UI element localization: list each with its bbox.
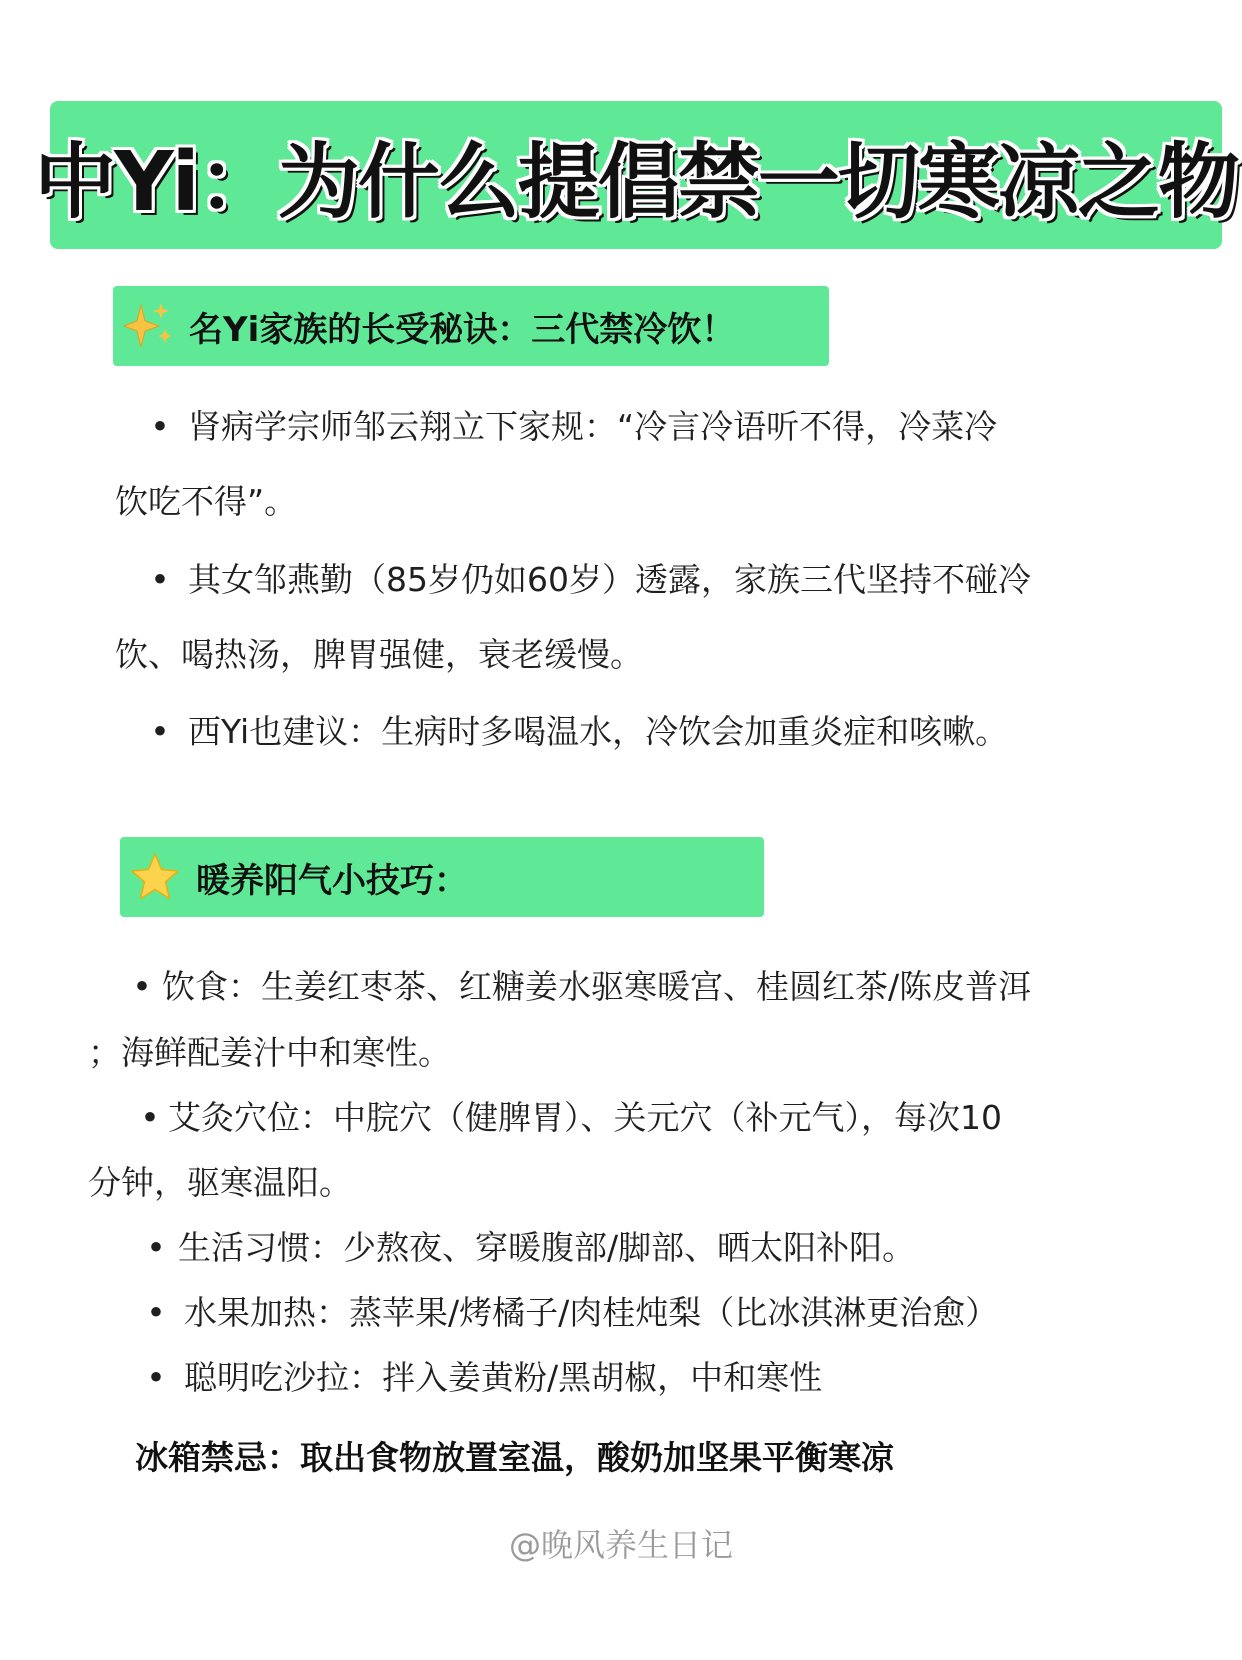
list-item xyxy=(132,1096,1002,1140)
title-banner xyxy=(34,101,1238,249)
list-item xyxy=(138,1291,998,1335)
list-item-text: 水果加热：蒸苹果/烤橘子/肉桂炖梨（比冰淇淋更治愈） xyxy=(184,1293,999,1332)
list-item xyxy=(142,405,997,449)
sparkles-icon xyxy=(121,299,175,353)
bullet: • xyxy=(146,1228,166,1267)
bullet: • xyxy=(146,1358,166,1397)
list-item xyxy=(138,1356,822,1400)
closing-note: 冰箱禁忌：取出食物放置室温，酸奶加坚果平衡寒凉 xyxy=(135,1438,894,1477)
bullet: • xyxy=(132,967,152,1006)
list-item xyxy=(142,710,1008,754)
star-icon xyxy=(128,850,182,904)
page-title: 中Yi：为什么提倡禁一切寒凉之物 xyxy=(34,134,1238,230)
section-heading: 名Yi家族的长受秘诀：三代禁冷饮！ xyxy=(189,309,736,350)
list-item-text: 西Yi也建议：生病时多喝温水，冷饮会加重炎症和咳嗽。 xyxy=(188,712,1009,751)
list-item xyxy=(124,965,1031,1009)
list-item-continuation: 分钟，驱寒温阳。 xyxy=(88,1163,352,1202)
section-header-longevity xyxy=(113,286,829,366)
list-item-continuation: 饮、喝热汤，脾胃强健，衰老缓慢。 xyxy=(115,635,643,674)
list-item-text: 饮食：生姜红枣茶、红糖姜水驱寒暖宫、桂圆红茶/陈皮普洱 xyxy=(162,967,1032,1006)
list-item-text: 艾灸穴位：中脘穴（健脾胃）、关元穴（补元气），每次10 xyxy=(168,1098,1002,1137)
list-item-continuation: ；海鲜配姜汁中和寒性。 xyxy=(88,1033,451,1072)
list-item-text: 其女邹燕勤（85岁仍如60岁）透露，家族三代坚持不碰冷 xyxy=(188,560,1031,599)
section-header-tips xyxy=(120,837,764,917)
list-item-text: 聪明吃沙拉：拌入姜黄粉/黑胡椒，中和寒性 xyxy=(184,1358,823,1397)
watermark: @晚风养生日记 xyxy=(508,1526,733,1564)
list-item-text: 生活习惯：少熬夜、穿暖腹部/脚部、晒太阳补阳。 xyxy=(178,1228,916,1267)
bullet: • xyxy=(150,712,170,751)
list-item-text: 肾病学宗师邹云翔立下家规：“冷言冷语听不得，冷菜冷 xyxy=(188,407,998,446)
bullet: • xyxy=(150,560,170,599)
list-item xyxy=(142,558,1031,602)
bullet: • xyxy=(146,1293,166,1332)
section-heading: 暖养阳气小技巧： xyxy=(196,860,468,901)
bullet: • xyxy=(150,407,170,446)
list-item-continuation: 饮吃不得”。 xyxy=(115,482,298,521)
bullet: • xyxy=(140,1098,160,1137)
list-item xyxy=(138,1226,915,1270)
